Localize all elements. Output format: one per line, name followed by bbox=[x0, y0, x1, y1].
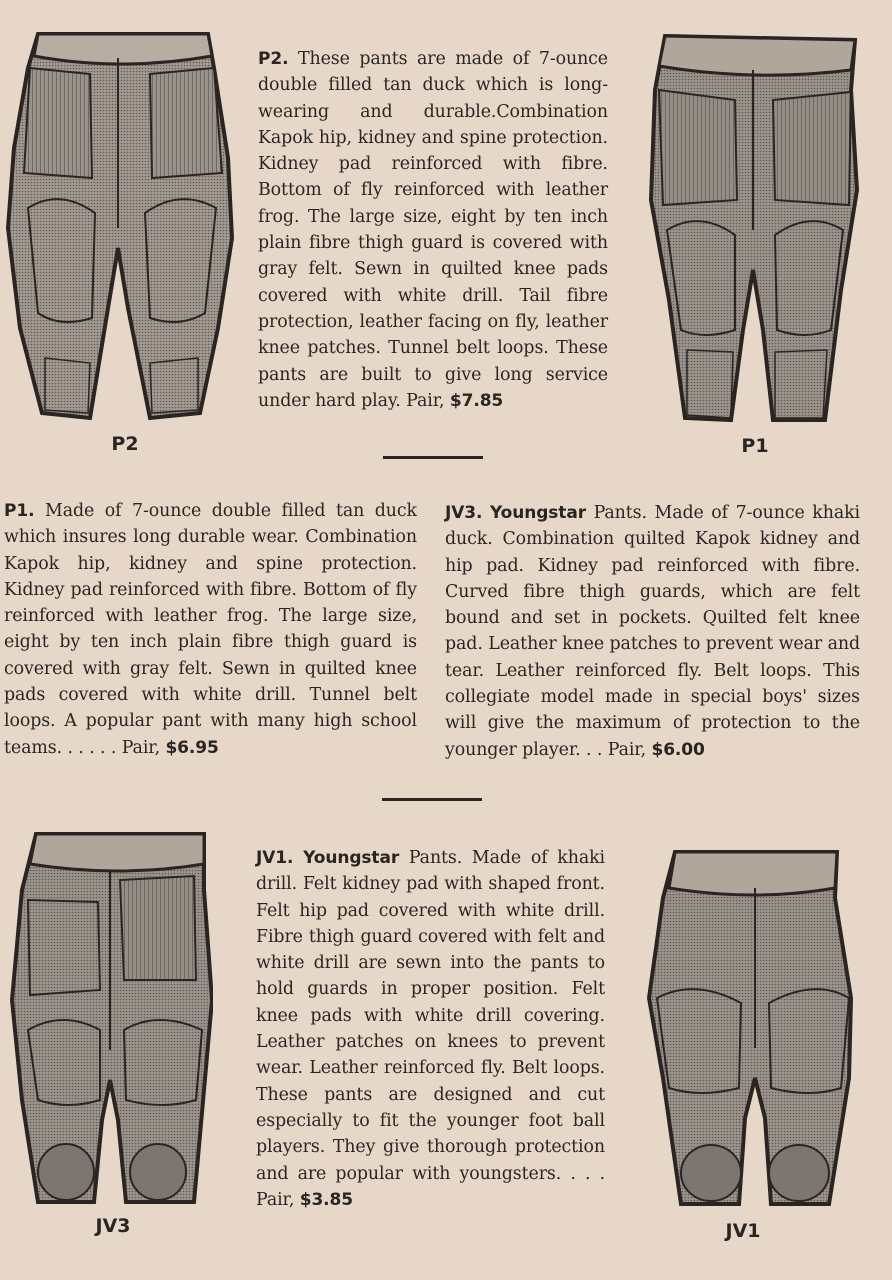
p1-leader: . . . . . bbox=[67, 737, 117, 758]
jv3-code: JV3. bbox=[445, 503, 483, 523]
p2-price-label: Pair, bbox=[406, 390, 445, 411]
jv3-price: $6.00 bbox=[651, 739, 705, 760]
jv1-text: Pants. Made of khaki drill. Felt kidney pad with shaped front. Felt hip pad covered with white drill. Fibre thigh guard covered with felt and white drill are sewn into the pants to hold guards in proper position. Felt knee pads with white drill covering. Leather patches on knees to prevent wear. Leather reinforced fly. Belt loops. These pants are designed and cut especially to fit the younger foot ball players. They give thorough protection and are popular with youngsters. bbox=[256, 848, 605, 1184]
jv1-caption: JV1 bbox=[725, 1220, 761, 1242]
p2-caption: P2 bbox=[111, 433, 139, 455]
jv3-pants-illustration bbox=[8, 830, 213, 1210]
jv3-brand: Youngstar bbox=[489, 503, 586, 523]
p1-price: $6.95 bbox=[165, 737, 219, 758]
divider-rule bbox=[382, 798, 482, 801]
jv3-text: Pants. Made of 7-ounce khaki duck. Combination quilted Kapok kidney and hip pad. Kidney pad reinforced with fibre. Curved fibre thigh guards, which are felt bound and set in pockets. Quilted felt knee pad. Leather knee patches to prevent wear and tear. Leather reinforced fly. Belt loops. This collegiate model made in special boys' sizes will give the maximum of protection to the younger player. bbox=[445, 503, 860, 760]
jv3-leader: . . bbox=[586, 739, 603, 760]
jv3-price-label: Pair, bbox=[607, 739, 647, 760]
p2-price: $7.85 bbox=[449, 390, 504, 411]
football-pants-icon bbox=[645, 848, 865, 1208]
jv1-code: JV1. bbox=[256, 848, 294, 868]
p1-pants-illustration bbox=[645, 30, 865, 430]
p1-caption: P1 bbox=[741, 435, 769, 457]
jv1-leader: . . . bbox=[570, 1163, 606, 1184]
jv1-price: $3.85 bbox=[299, 1189, 353, 1210]
jv1-pants-illustration bbox=[645, 848, 865, 1208]
p2-description bbox=[258, 46, 608, 414]
jv3-caption: JV3 bbox=[95, 1215, 131, 1237]
p2-text: These pants are made of 7-ounce double filled tan duck which is long-wearing and durable.Combination Kapok hip, kidney and spine protection. Kidney pad reinforced with fibre. Bottom of fly reinforced with leather frog. The large size, eight by ten inch plain fibre thigh guard is covered with gray felt. Sewn in quilted knee pads covered with white drill. Tail fibre protection, leather facing on fly, leather knee patches. Tunnel belt loops. These pants are built to give long service under hard play. bbox=[258, 49, 609, 411]
divider-rule bbox=[383, 456, 483, 459]
jv3-description bbox=[445, 500, 860, 763]
jv1-price-label: Pair, bbox=[256, 1189, 295, 1210]
p2-pants-illustration bbox=[0, 28, 240, 428]
p1-price-label: Pair, bbox=[121, 737, 161, 758]
p1-text: Made of 7-ounce double filled tan duck which insures long durable wear. Combination Kapok hip, kidney and spine protection. Kidney pad reinforced with fibre. Bottom of fly reinforced with leather frog. The large size, eight by ten inch plain fibre thigh guard is covered with gray felt. Sewn in quilted knee pads covered with white drill. Tunnel belt loops. A popular pant with many high school teams. bbox=[4, 501, 417, 758]
football-pants-icon bbox=[0, 28, 240, 428]
jv1-description bbox=[256, 845, 605, 1213]
jv1-brand: Youngstar bbox=[303, 848, 400, 868]
football-pants-icon bbox=[8, 830, 213, 1210]
p1-description bbox=[4, 498, 417, 761]
p2-code: P2. bbox=[258, 49, 289, 69]
football-pants-icon bbox=[645, 30, 865, 430]
p1-code: P1. bbox=[4, 501, 35, 521]
